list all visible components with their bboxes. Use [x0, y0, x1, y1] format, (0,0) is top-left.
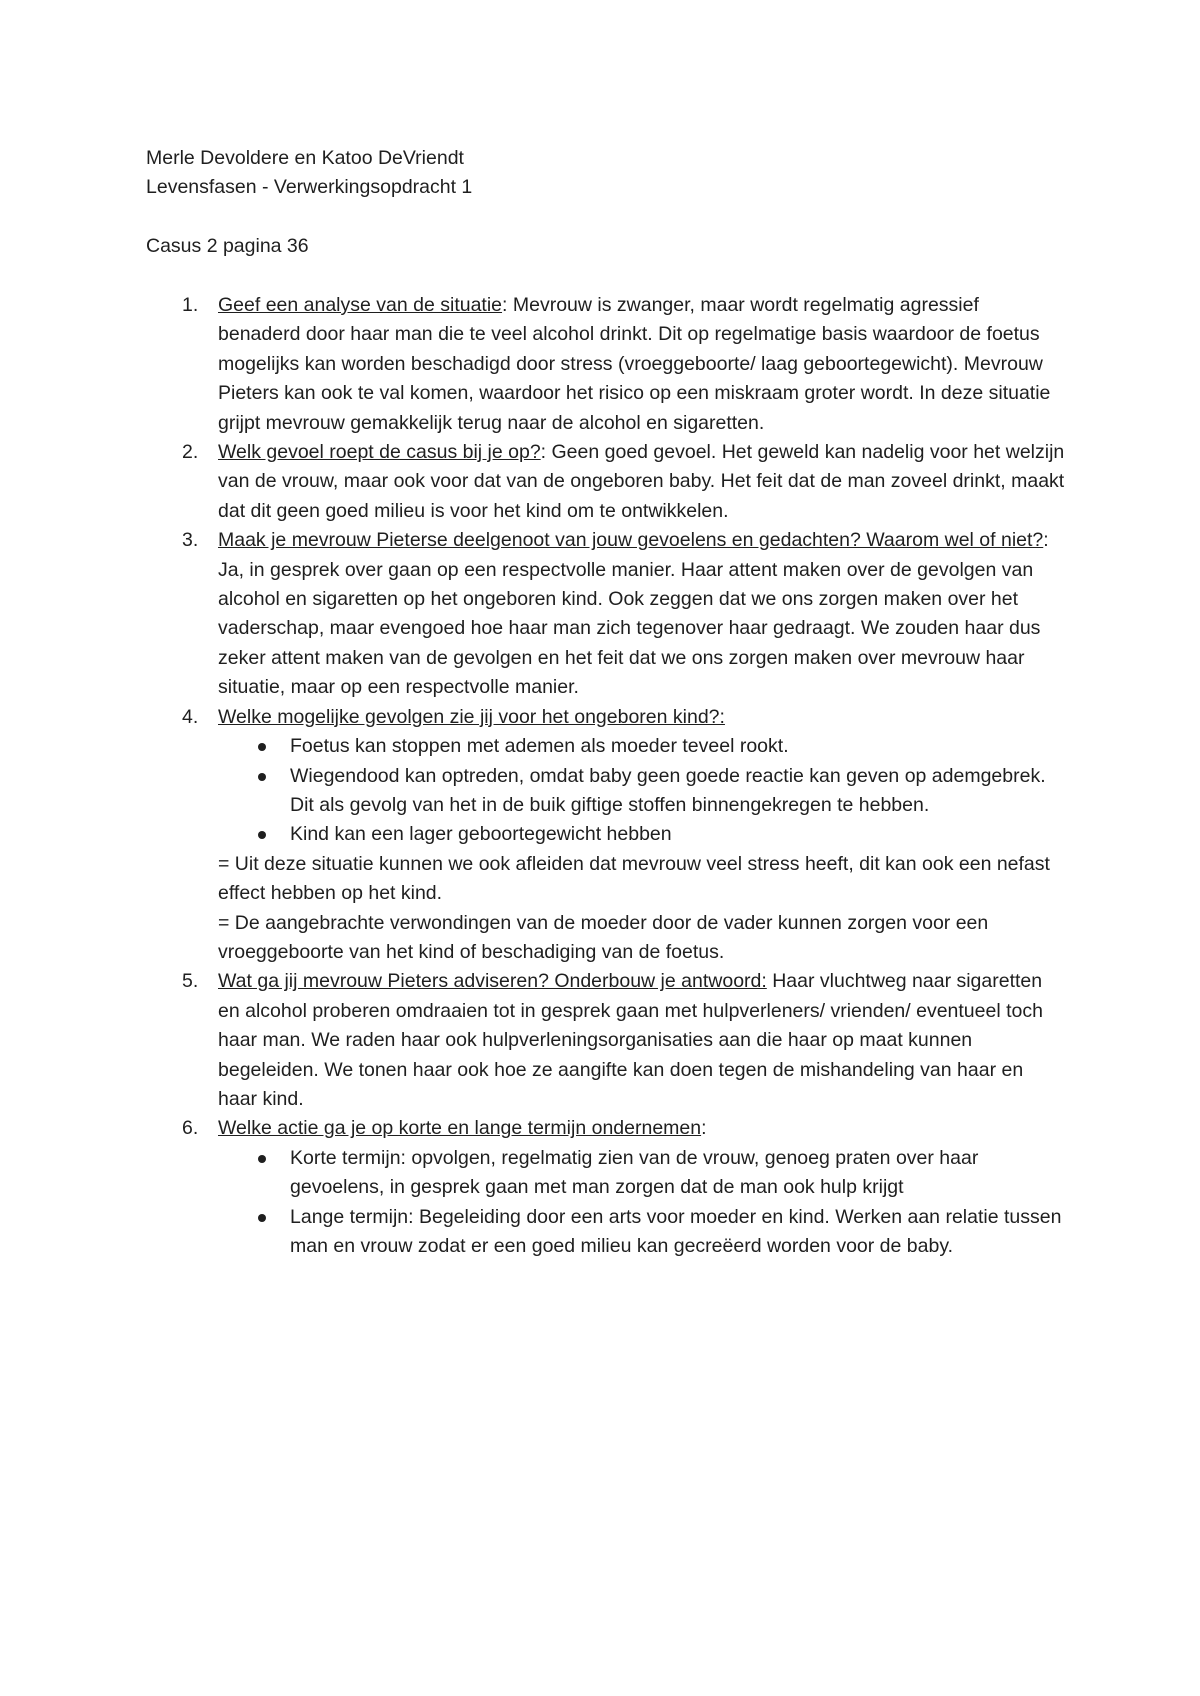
list-item: [218, 762, 1066, 821]
bullet-icon: [258, 1155, 266, 1163]
bullet-text: Foetus kan stoppen met ademen als moeder teveel rookt.: [290, 735, 789, 758]
document-page: [146, 144, 1066, 1261]
question-text: Welke actie ga je op korte en lange termijn ondernemen: [218, 1117, 702, 1140]
item-number: 2.: [182, 441, 199, 464]
question-item-6: [146, 1114, 1066, 1261]
list-item: [218, 820, 1066, 849]
action-list: [218, 1144, 1066, 1262]
answer-text: : Ja, in gesprek over gaan op een respectvolle manier. Haar attent maken over de gevolgen van alcohol en sigaretten op het ongeboren kind. Ook zeggen dat we ons zorgen maken over het vaderschap, maar evengoed hoe haar man zich tegenover haar gedraagt. We zouden haar dus zeker attent maken van de gevolgen en het feit dat we ons zorgen maken over mevrouw haar situatie, maar op een respectvolle manier.: [218, 529, 1049, 699]
answer-text: :: [701, 1117, 707, 1140]
question-text: Wat ga jij mevrouw Pieters adviseren? Onderbouw je antwoord:: [218, 970, 767, 993]
course-title: Levensfasen - Verwerkingsopdracht 1: [146, 176, 473, 199]
item-number: 5.: [182, 970, 199, 993]
question-item-1: [146, 291, 1066, 438]
spacer: [146, 262, 1066, 291]
question-text: Maak je mevrouw Pieterse deelgenoot van jouw gevoelens en gedachten? Waarom wel of niet?: [218, 529, 1044, 552]
item-number: 1.: [182, 294, 199, 316]
question-item-3: [146, 526, 1066, 702]
item-number: 6.: [182, 1117, 199, 1140]
bullet-text: Lange termijn: Begeleiding door een arts voor moeder en kind. Werken aan relatie tussen man en vrouw zodat er een goed milieu kan gecreëerd worden voor de baby.: [290, 1205, 1062, 1257]
question-list: [146, 291, 1066, 1261]
bullet-text: Wiegendood kan optreden, omdat baby geen goede reactie kan geven op ademgebrek. Dit als gevolg van het in de buik giftige stoffen binnengekregen te hebben.: [290, 764, 1046, 816]
item-number: 4.: [182, 705, 199, 728]
answer-text: : Mevrouw is zwanger, maar wordt regelmatig agressief benaderd door haar man die te veel alcohol drinkt. Dit op regelmatige basis waardoor de foetus mogelijks kan worden beschadigd door stress (vroeggeboorte/ laag geboortegewicht). Mevrouw Pieters kan ook te val komen, waardoor het risico op een miskraam groter wordt. In deze situatie grijpt mevrouw gemakkelijk terug naar de alcohol en sigaretten.: [218, 294, 1051, 434]
bullet-icon: [258, 1214, 266, 1222]
bullet-text: Korte termijn: opvolgen, regelmatig zien van de vrouw, genoeg praten over haar gevoelens, in gesprek gaan met man zorgen dat de man ook hulp krijgt: [290, 1146, 979, 1199]
question-item-5: [146, 967, 1066, 1114]
case-reference: Casus 2 pagina 36: [146, 235, 309, 258]
question-text: Welk gevoel roept de casus bij je op?: [218, 441, 541, 464]
spacer: [146, 203, 1066, 232]
conclusion-note: = Uit deze situatie kunnen we ook afleiden dat mevrouw veel stress heeft, dit kan ook een nefast effect hebben op het kind.: [218, 852, 1050, 905]
list-item: [218, 1203, 1066, 1262]
consequence-list: [218, 732, 1066, 850]
conclusion-note: = De aangebrachte verwondingen van de moeder door de vader kunnen zorgen voor een vroeggeboorte van het kind of beschadiging van de foetus.: [218, 911, 989, 963]
answer-text: : Geen goed gevoel. Het geweld kan nadelig voor het welzijn van de vrouw, maar ook voor dat van de ongeboren baby. Het feit dat de man zoveel drinkt, maakt dat dit geen goed milieu is voor het kind om te ontwikkelen.: [218, 441, 1065, 522]
question-item-4: [146, 703, 1066, 968]
answer-text: Haar vluchtweg naar sigaretten en alcohol proberen omdraaien tot in gesprek gaan met hulpverleners/ vrienden/ eventueel toch haar man. We raden haar ook hulpverleningsorganisaties aan die haar op maat kunnen begeleiden. We tonen haar ook hoe ze aangifte kan doen tegen de mishandeling van haar en haar kind.: [218, 970, 1043, 1110]
authors-line: Merle Devoldere en Katoo DeVriendt: [146, 147, 464, 169]
bullet-icon: [258, 831, 266, 839]
list-item: [218, 732, 1066, 761]
question-item-2: [146, 438, 1066, 526]
bullet-text: Kind kan een lager geboortegewicht hebben: [290, 823, 672, 846]
bullet-icon: [258, 773, 266, 781]
list-item: [218, 1144, 1066, 1203]
item-number: 3.: [182, 529, 199, 552]
bullet-icon: [258, 743, 266, 751]
question-text: Welke mogelijke gevolgen zie jij voor het ongeboren kind?:: [218, 705, 725, 728]
question-text: Geef een analyse van de situatie: [218, 294, 503, 316]
